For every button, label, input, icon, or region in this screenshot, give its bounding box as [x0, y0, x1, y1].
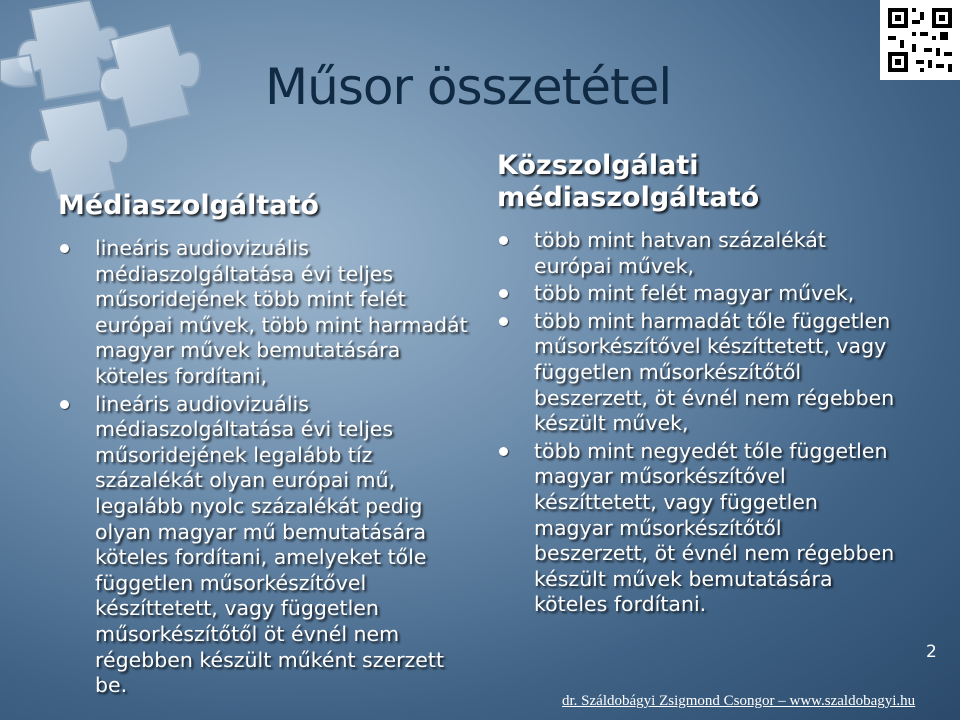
left-column — [58, 190, 478, 701]
list-item: lineáris audiovizuális médiaszolgáltatása évi teljes műsoridejének több mint felét európai művek, több mint harmadát magyar művek bemutatására köteles fordítani, — [58, 236, 478, 390]
list-item: több mint harmadát tőle független műsorkészítővel készíttetett, vagy független műsorkészítőtől beszerzett, öt évnél nem régebben készült művek, — [497, 309, 897, 437]
footer-link[interactable]: dr. Száldobágyi Zsigmond Csongor – www.szaldobagyi.hu — [562, 693, 916, 709]
qr-code-icon — [880, 0, 960, 80]
list-item: több mint negyedét tőle független magyar műsorkészítővel készíttetett, vagy független magyar műsorkészítőtől beszerzett, öt évnél nem régebben készült művek bemutatására köteles fordítani. — [497, 439, 897, 618]
list-item: több mint hatvan százalékát európai művek, — [497, 228, 897, 279]
right-column — [497, 150, 897, 620]
list-item: több mint felét magyar művek, — [497, 281, 897, 307]
left-bullet-list — [58, 236, 478, 699]
slide-title: Műsor összetétel — [265, 58, 672, 116]
right-bullet-list — [497, 228, 897, 618]
page-number: 2 — [926, 642, 937, 662]
left-heading: Médiaszolgáltató — [58, 190, 319, 221]
list-item: lineáris audiovizuális médiaszolgáltatása évi teljes műsoridejének legalább tíz százalékát olyan európai mű, legalább nyolc százalékát pedig olyan magyar mű bemutatására köteles fordítani, amelyeket tőle független műsorkészítővel készíttetett, vagy független műsorkészítőtől öt évnél nem régebben készült műként szerzett be. — [58, 392, 478, 699]
puzzle-pieces-icon — [0, 0, 230, 200]
right-heading: Közszolgálati médiaszolgáltató — [497, 150, 760, 213]
